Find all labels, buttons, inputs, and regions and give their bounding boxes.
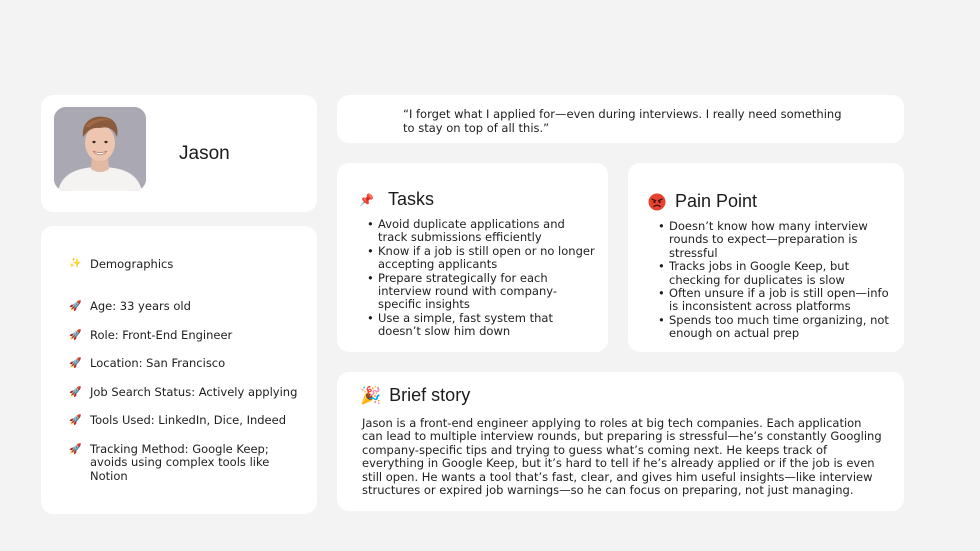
rocket-icon: 🚀 bbox=[69, 415, 82, 426]
pain-point-heading bbox=[648, 191, 757, 212]
demographics-heading bbox=[69, 257, 173, 271]
demographic-location: Location: San Francisco bbox=[90, 356, 226, 370]
list-item: • Spends too much time organizing, not enough on actual prep bbox=[658, 314, 898, 341]
demographic-tracking-method: Tracking Method: Google Keep; avoids using complex tools like Notion bbox=[90, 441, 270, 483]
demographic-age: Age: 33 years old bbox=[90, 299, 191, 313]
rocket-icon: 🚀 bbox=[69, 301, 82, 312]
tasks-heading bbox=[359, 189, 434, 210]
rocket-icon: 🚀 bbox=[69, 329, 82, 341]
list-item bbox=[69, 386, 305, 400]
tasks-card bbox=[337, 163, 608, 352]
sparkles-icon: ✨ bbox=[69, 258, 82, 270]
demographics-card bbox=[41, 226, 317, 514]
list-item bbox=[69, 443, 305, 484]
rocket-icon: 🚀 bbox=[69, 443, 82, 455]
profile-card bbox=[41, 95, 317, 212]
pushpin-icon: 📌 bbox=[359, 192, 374, 207]
list-item: • Prepare strategically for each interview round with company-specific insights bbox=[367, 272, 595, 312]
party-popper-icon: 🎉 bbox=[360, 385, 382, 405]
demographic-role: Role: Front-End Engineer bbox=[90, 327, 233, 342]
demographics-heading-label: Demographics bbox=[90, 257, 174, 271]
brief-story-title: Brief story bbox=[389, 385, 471, 405]
persona-quote: “I forget what I applied for—even during interviews. I really need something to stay on top of all this.” bbox=[403, 107, 842, 135]
pain-point-title: Pain Point bbox=[675, 191, 758, 211]
list-item: • Avoid duplicate applications and track submissions efficiently bbox=[367, 218, 595, 245]
tasks-title: Tasks bbox=[387, 189, 434, 209]
list-item: • Tracks jobs in Google Keep, but checking for duplicates is slow bbox=[658, 260, 898, 287]
rocket-icon: 🚀 bbox=[69, 358, 82, 369]
demographic-job-search-status: Job Search Status: Actively applying bbox=[90, 384, 298, 399]
list-item: • Know if a job is still open or no longer accepting applicants bbox=[367, 245, 595, 272]
list-item: • Use a simple, fast system that doesn’t slow him down bbox=[367, 312, 595, 339]
brief-story-card bbox=[337, 372, 904, 511]
pain-point-card bbox=[628, 163, 904, 352]
list-item bbox=[69, 329, 305, 343]
list-item: • Doesn’t know how many interview rounds to expect—preparation is stressful bbox=[658, 220, 898, 260]
tasks-list bbox=[367, 218, 595, 339]
pain-point-list bbox=[658, 220, 898, 341]
rocket-icon: 🚀 bbox=[69, 386, 82, 398]
list-item bbox=[69, 300, 305, 314]
avatar bbox=[54, 107, 146, 191]
brief-story-text: Jason is a front-end engineer applying to roles at big tech companies. Each application can lead to multiple interview rounds, but preparing is stressful—he’s constantly Googling company-specific tips and trying to guess what’s coming next. He keeps track of everything in Google Keep, but it’s hard to tell if he’s already applied or if the job is even still open. He wants a tool that’s fast, clear, and gives him useful insights—like interview structures or expired job warnings—so he can focus on preparing, not just managing. bbox=[362, 416, 882, 498]
demographic-tools-used: Tools Used: LinkedIn, Dice, Indeed bbox=[90, 413, 286, 427]
persona-name: Jason bbox=[179, 143, 230, 164]
list-item: • Often unsure if a job is still open—info is inconsistent across platforms bbox=[658, 287, 898, 314]
brief-story-heading bbox=[360, 385, 470, 406]
angry-face-icon bbox=[648, 193, 666, 211]
demographics-list bbox=[69, 300, 305, 498]
list-item bbox=[69, 414, 305, 428]
list-item bbox=[69, 357, 305, 371]
quote-card bbox=[337, 95, 904, 143]
